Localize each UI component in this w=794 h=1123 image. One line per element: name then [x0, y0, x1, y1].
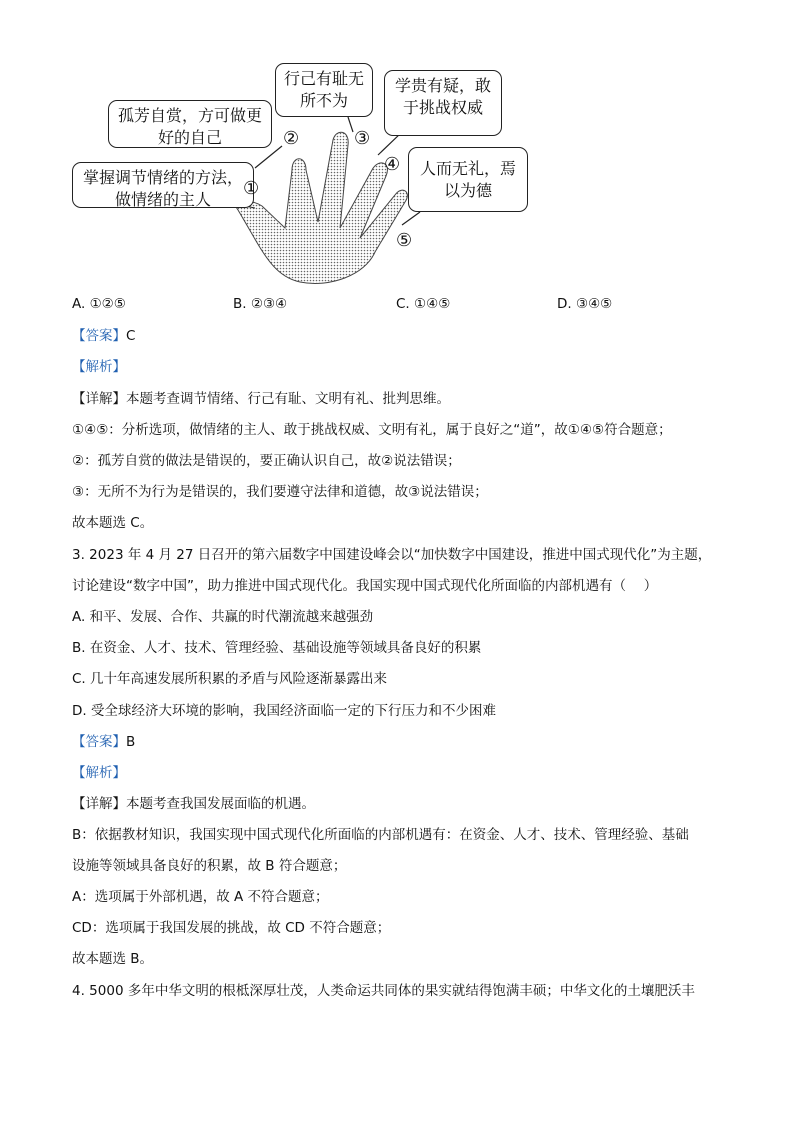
q3-analysis-line: 故本题选 B。: [72, 951, 154, 967]
speech-bubble-1: 掌握调节情绪的方法，做情绪的主人: [72, 162, 254, 208]
q2-answer: [72, 326, 135, 346]
q2-analysis-line: 【详解】本题考查调节情绪、行己有耻、文明有礼、批判思维。: [72, 391, 450, 407]
q3-option-a: A. 和平、发展、合作、共赢的时代潮流越来越强劲: [72, 609, 374, 625]
q3-analysis-line: B：依据教材知识，我国实现中国式现代化所面临的内部机遇有：在资金、人才、技术、管理经验、基础: [72, 827, 689, 843]
speech-bubble-4: 学贵有疑，敢于挑战权威: [384, 70, 502, 136]
q3-stem: 讨论建设“数字中国”，助力推进中国式现代化。我国实现中国式现代化所面临的内部机遇有（ ）: [72, 578, 658, 594]
q2-analysis-line: ①④⑤：分析选项，做情绪的主人、敢于挑战权威、文明有礼，属于良好之“道”，故①④⑤符合题意；: [72, 422, 672, 438]
q3-analysis-line: 【详解】本题考查我国发展面临的机遇。: [72, 796, 315, 812]
circled-number-2: ②: [283, 128, 300, 149]
q2-option-a: A. ①②⑤: [72, 296, 126, 312]
hand-figure: [0, 0, 794, 300]
q2-analysis-label: 【解析】: [72, 359, 126, 375]
q2-analysis-line: ③：无所不为行为是错误的，我们要遵守法律和道德，故③说法错误；: [72, 484, 488, 500]
circled-number-1: ①: [243, 178, 260, 199]
q3-analysis-line: CD：选项属于我国发展的挑战，故 CD 不符合题意；: [72, 920, 391, 936]
q4-stem: 4. 5000 多年中华文明的根柢深厚壮茂，人类命运共同体的果实就结得饱满丰硕；中华文化的土壤肥沃丰: [72, 983, 695, 999]
speech-bubble-5: 人而无礼，焉以为德: [408, 147, 528, 212]
q3-option-c: C. 几十年高速发展所积累的矛盾与风险逐渐暴露出来: [72, 671, 388, 687]
q3-analysis-line: 设施等领域具备良好的积累，故 B 符合题意；: [72, 858, 347, 874]
q3-answer: [72, 732, 135, 752]
q2-option-c: C. ①④⑤: [396, 296, 451, 312]
answer-label: 【答案】: [72, 734, 126, 750]
speech-bubble-2: 孤芳自赏，方可做更好的自己: [108, 100, 272, 148]
q2-option-d: D. ③④⑤: [557, 296, 613, 312]
hand-illustration: [0, 0, 794, 300]
answer-value: C: [126, 328, 136, 344]
circled-number-5: ⑤: [396, 230, 413, 251]
q3-option-d: D. 受全球经济大环境的影响，我国经济面临一定的下行压力和不少困难: [72, 703, 496, 719]
q3-analysis-label: 【解析】: [72, 765, 126, 781]
q2-analysis-line: 故本题选 C。: [72, 515, 154, 531]
circled-number-3: ③: [354, 128, 371, 149]
speech-bubble-3: 行己有耻无所不为: [275, 63, 373, 117]
q3-analysis-line: A：选项属于外部机遇，故 A 不符合题意；: [72, 889, 329, 905]
q3-option-b: B. 在资金、人才、技术、管理经验、基础设施等领域具备良好的积累: [72, 640, 482, 656]
q2-analysis-line: ②：孤芳自赏的做法是错误的，要正确认识自己，故②说法错误；: [72, 453, 461, 469]
q2-option-b: B. ②③④: [233, 296, 288, 312]
q3-stem: 3. 2023 年 4 月 27 日召开的第六届数字中国建设峰会以“加快数字中国建设，推进中国式现代化”为主题，: [72, 547, 712, 563]
answer-label: 【答案】: [72, 328, 126, 344]
circled-number-4: ④: [384, 154, 401, 175]
answer-value: B: [126, 734, 136, 750]
